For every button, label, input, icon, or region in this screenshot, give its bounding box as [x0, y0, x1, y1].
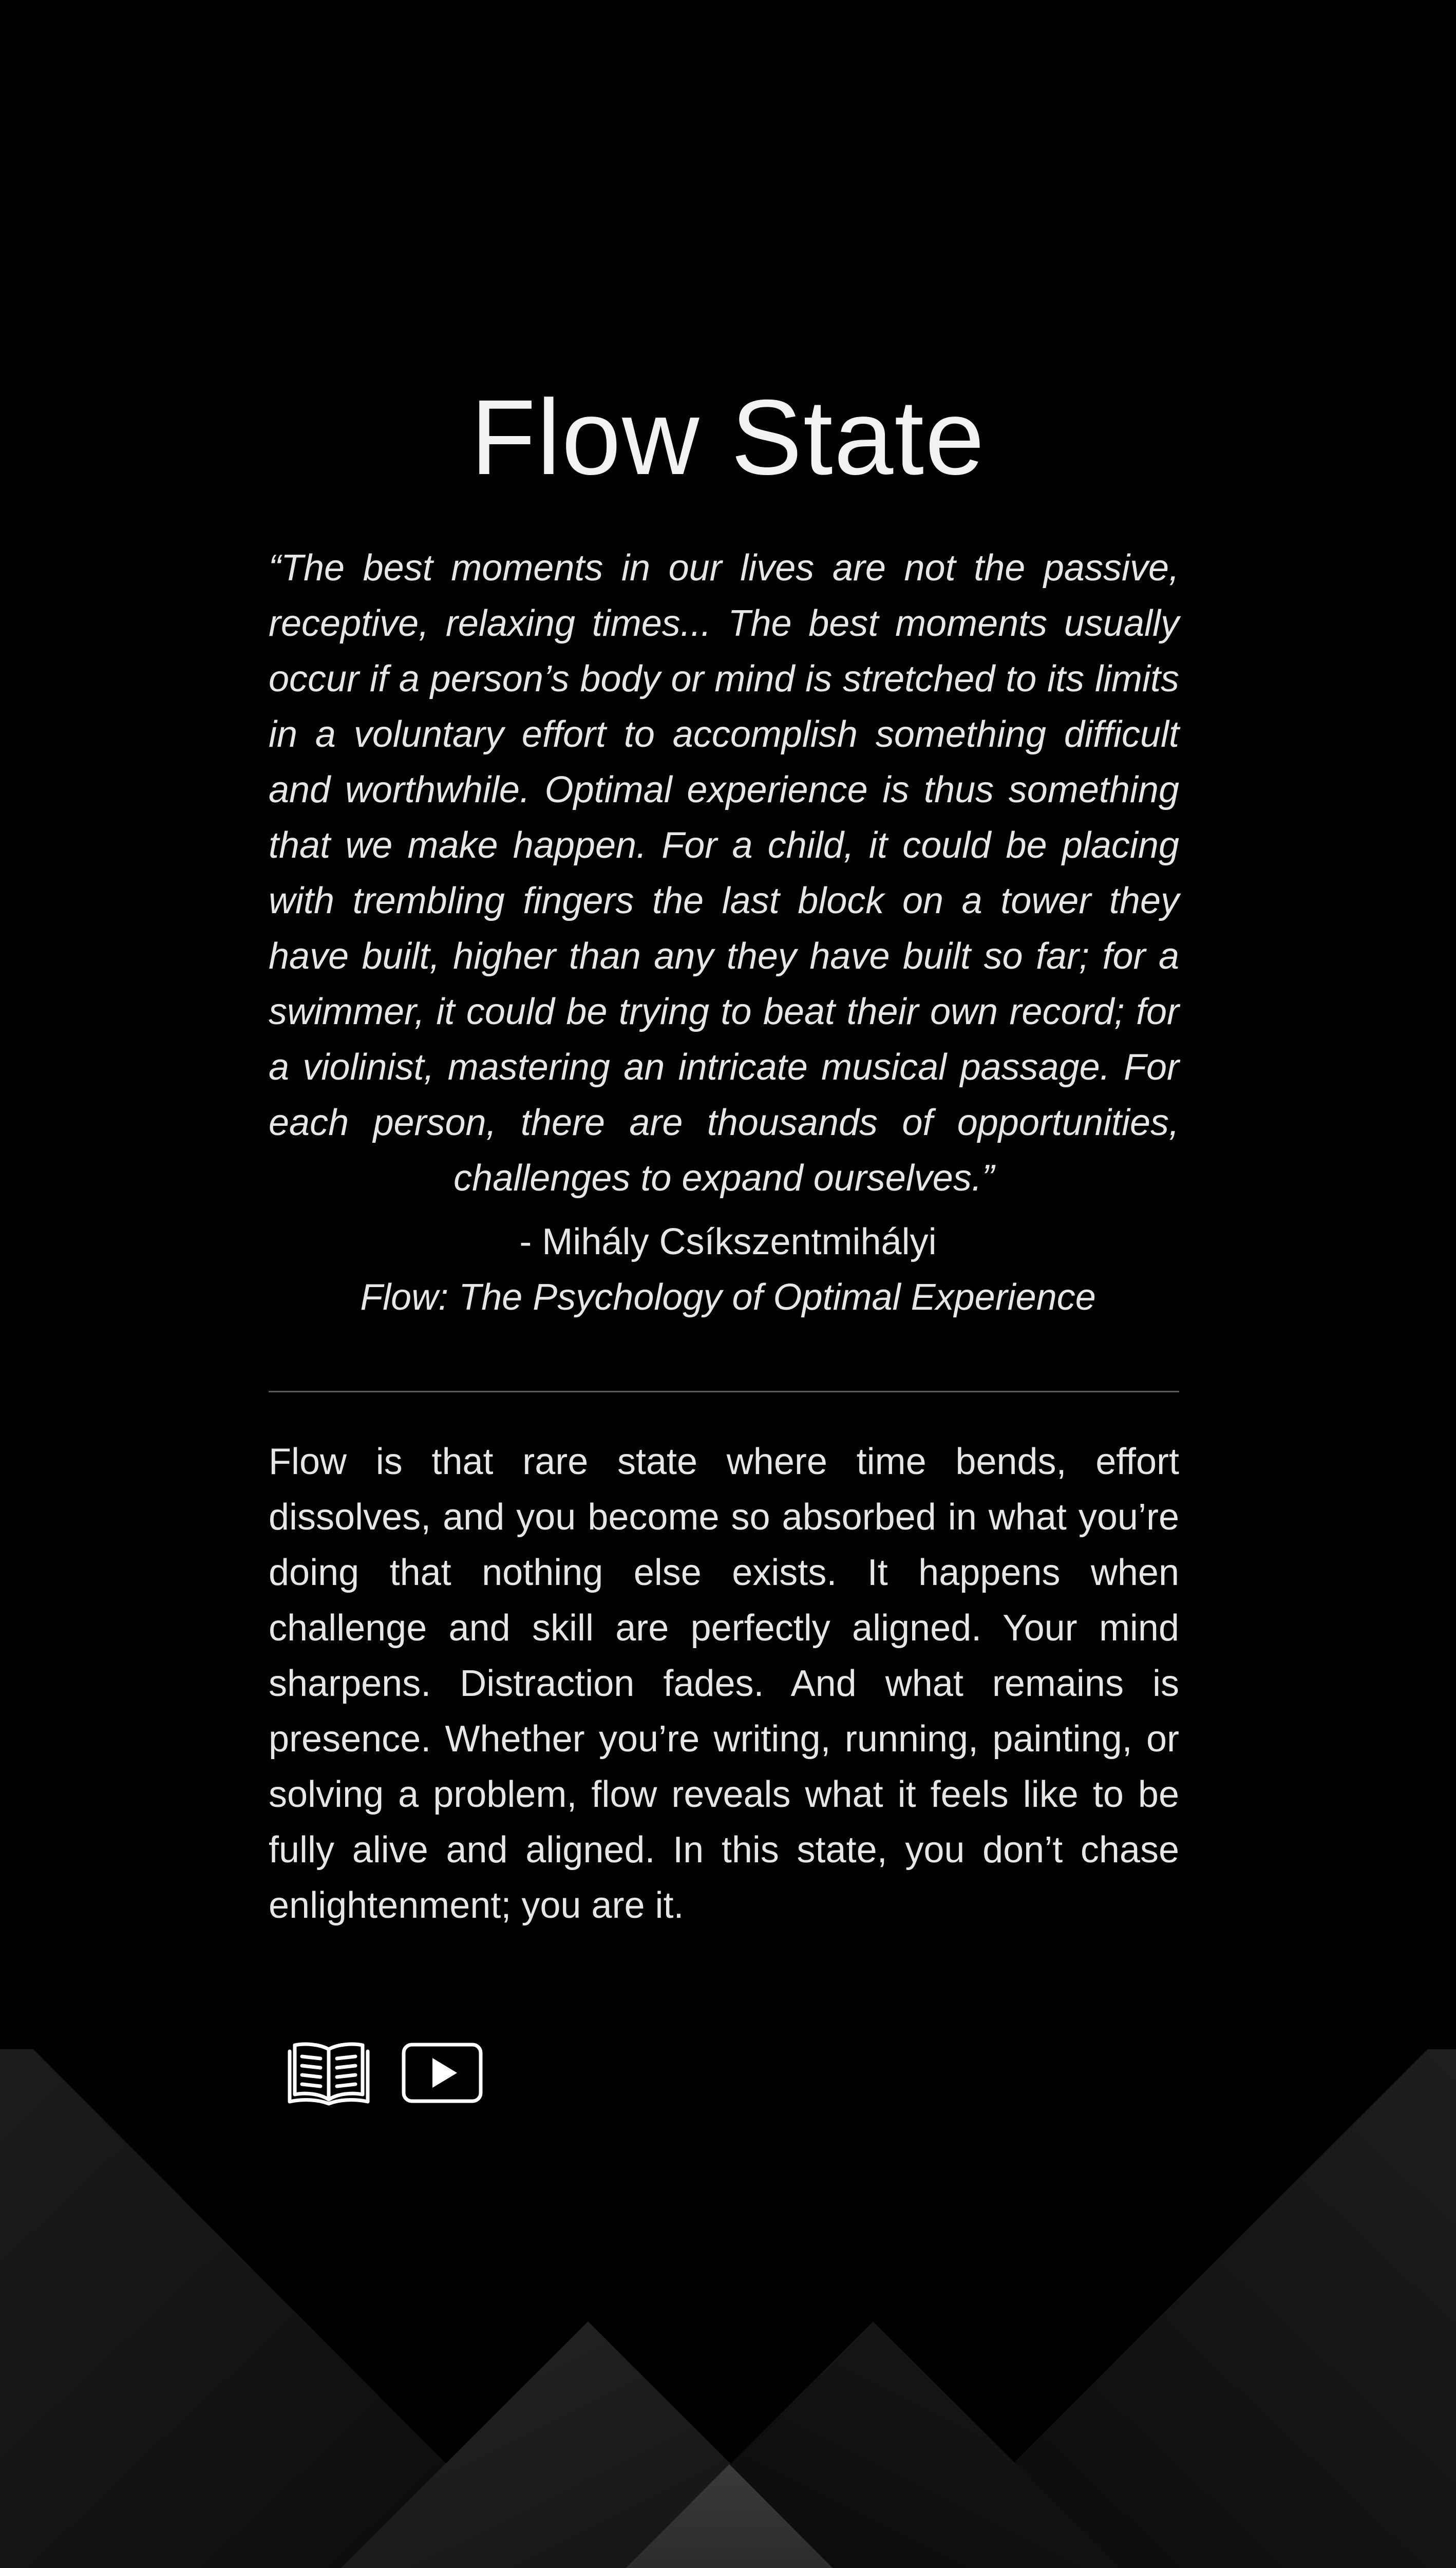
quote-text: “The best moments in our lives are not the passive, receptive, relaxing times... The best moments usually occur if a person’s body or mind is stretched to its limits in a voluntary effort to accomplish something difficult and worthwhile. Optimal experience is thus something that we make happen. For a child, it could be placing with trembling fingers the last block on a tower they have built, higher than any they have built so far; for a swimmer, it could be trying to beat their own record; for a violinist, mastering an intricate musical passage. For each person, there are thousands of opportunities, challenges to expand ourselves.” — [269, 547, 1179, 1199]
quote-author: - Mihály Csíkszentmihályi — [519, 1221, 937, 1262]
open-book-icon[interactable] — [288, 2040, 370, 2108]
section-divider — [269, 1391, 1179, 1392]
page-title: Flow State — [470, 378, 986, 497]
quote-source: Flow: The Psychology of Optimal Experience — [360, 1277, 1096, 1318]
description-text: Flow is that rare state where time bends, effort dissolves, and you become so absorbed in what you’re doing that nothing else exists. It happens when challenge and skill are perfectly aligned. Your mind sharpens. Distraction fades. And what remains is presence. Whether you’re writing, running, painting, or solving a problem, flow reveals what it feels like to be fully alive and aligned. In this state, you don’t chase enlightenment; you are it. — [269, 1441, 1179, 1926]
action-icons — [288, 2040, 483, 2108]
play-video-icon[interactable] — [402, 2043, 483, 2106]
